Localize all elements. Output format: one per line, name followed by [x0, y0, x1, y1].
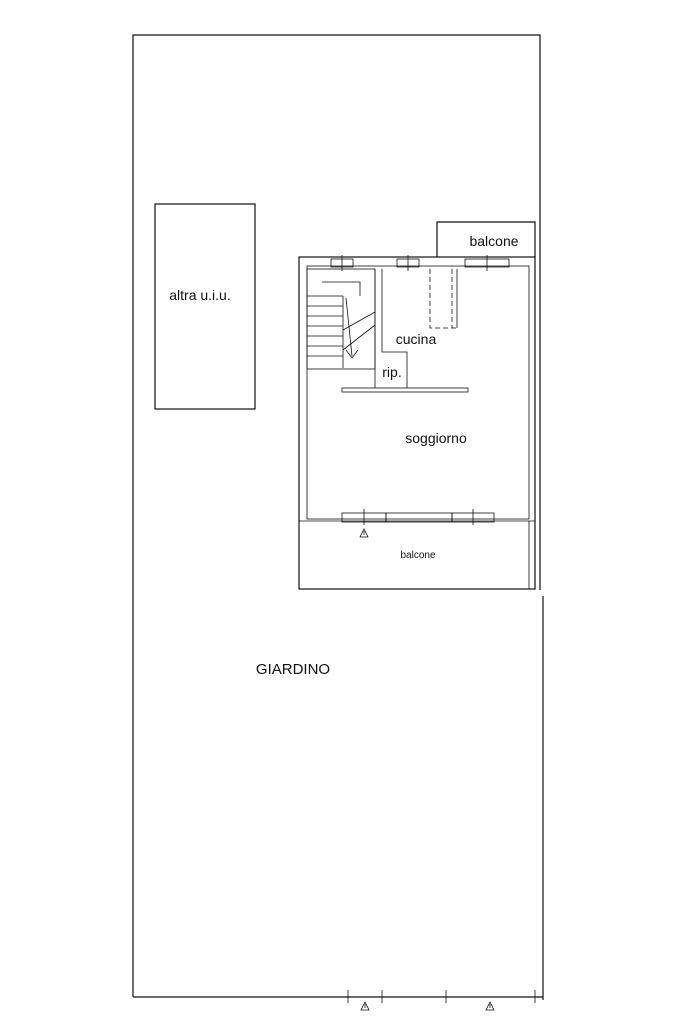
label-other-unit: altra u.i.u. [169, 287, 231, 303]
label-kitchen: cucina [395, 331, 437, 347]
bottom-windows [342, 509, 494, 525]
warning-marker-icon [361, 1002, 369, 1010]
label-balcony-bottom: balcone [400, 550, 436, 561]
label-storage: rip. [382, 364, 402, 380]
other-unit-block [155, 204, 255, 409]
label-garden: GIARDINO [255, 661, 331, 678]
label-living-room: soggiorno [405, 430, 467, 446]
warning-marker-icon [486, 1002, 494, 1010]
apartment-walls [299, 257, 535, 589]
warning-marker-icon [360, 529, 368, 537]
label-balcony-top: balcone [469, 233, 519, 249]
staircase [307, 269, 375, 369]
